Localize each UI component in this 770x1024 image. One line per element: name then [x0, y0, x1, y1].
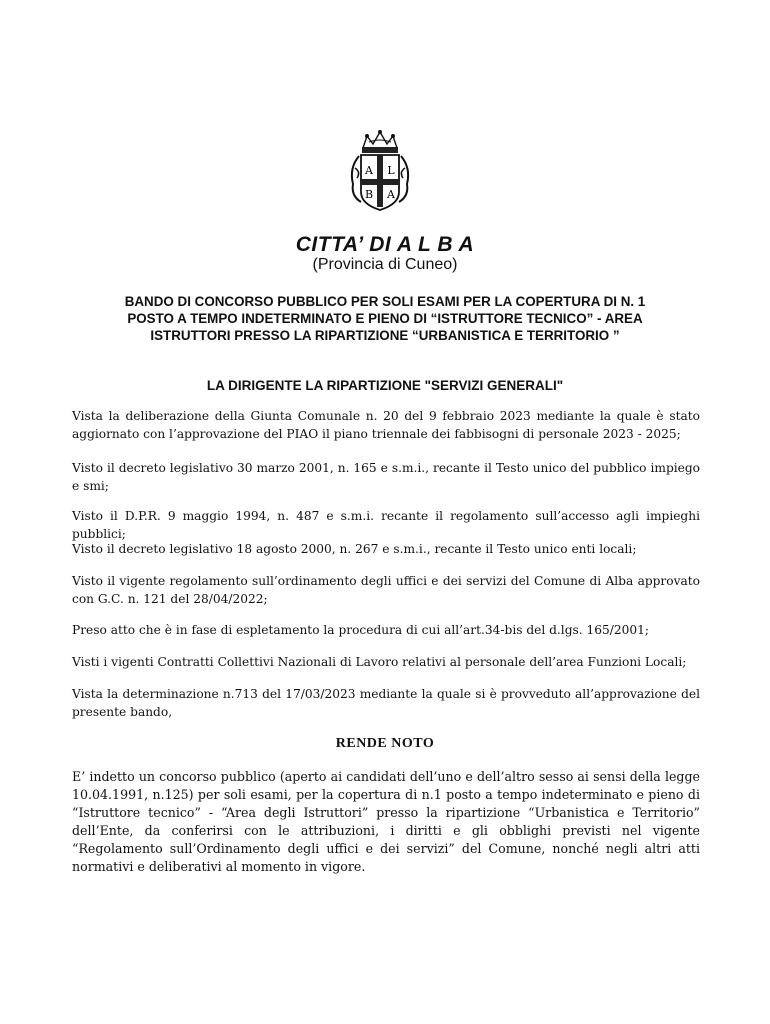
province-name: (Provincia di Cuneo) — [312, 256, 458, 273]
city-name: CITTA’ DI A L B A — [295, 233, 475, 256]
crest-letter-1: A — [365, 164, 373, 177]
crest-letter-4: A — [387, 188, 395, 201]
city-crest-icon — [345, 128, 415, 212]
title-line: ISTRUTTORI PRESSO LA RIPARTIZIONE “URBANISTICA E TERRITORIO ” — [150, 328, 620, 343]
paragraph: Vista la determinazione n.713 del 17/03/2023 mediante la quale si è provveduto all’approvazione del presente bando, — [72, 687, 700, 719]
paragraph: Visto il vigente regolamento sull’ordinamento degli uffici e dei servizi del Comune di Alba approvato con G.C. n. 121 del 28/04/2022; — [72, 574, 700, 606]
paragraph: Visti i vigenti Contratti Collettivi Nazionali di Lavoro relativi al personale dell’area Funzioni Locali; — [72, 655, 687, 669]
title-line: POSTO A TEMPO INDETERMINATO E PIENO DI “ISTRUTTORE TECNICO” - AREA — [127, 311, 643, 326]
director-heading: LA DIRIGENTE LA RIPARTIZIONE "SERVIZI GENERALI" — [206, 378, 564, 393]
document-title — [70, 293, 700, 344]
paragraph: Vista la deliberazione della Giunta Comunale n. 20 del 9 febbraio 2023 mediante la quale è stato aggiornato con l’approvazione del PIAO il piano triennale dei fabbisogni di personale 2023 - 2025; — [72, 409, 700, 441]
crest-letter-2: L — [387, 164, 395, 177]
announcement-paragraph: E’ indetto un concorso pubblico (aperto ai candidati dell’uno e dell’altro sesso ai sensi della legge 10.04.1991, n.125) per soli esami, per la copertura di n.1 posto a tempo indeterminato e pieno di “Istruttore tecnico” - “Area degli Istruttori” presso la ripartizione “Urbanistica e Territorio” dell’Ente, da conferirsi con le attribuzioni, i diritti e gli obblighi previsti nel vigente “Regolamento sull’Ordinamento degli uffici e dei servizi” del Comune, nonché negli altri atti normativi e deliberativi al momento in vigore. — [72, 769, 700, 874]
paragraph: Visto il D.P.R. 9 maggio 1994, n. 487 e s.m.i. recante il regolamento sull’accesso agli impieghi pubblici; — [72, 509, 700, 541]
rende-noto-heading: RENDE NOTO — [335, 736, 435, 751]
paragraph: Visto il decreto legislativo 18 agosto 2000, n. 267 e s.m.i., recante il Testo unico enti locali; — [72, 542, 637, 556]
paragraph: Preso atto che è in fase di espletamento la procedura di cui all’art.34-bis del d.lgs. 165/2001; — [72, 623, 649, 637]
crest-letter-3: B — [364, 188, 374, 201]
paragraph: Visto il decreto legislativo 30 marzo 2001, n. 165 e s.m.i., recante il Testo unico del pubblico impiego e smi; — [72, 461, 700, 493]
title-line: BANDO DI CONCORSO PUBBLICO PER SOLI ESAMI PER LA COPERTURA DI N. 1 — [124, 294, 646, 309]
